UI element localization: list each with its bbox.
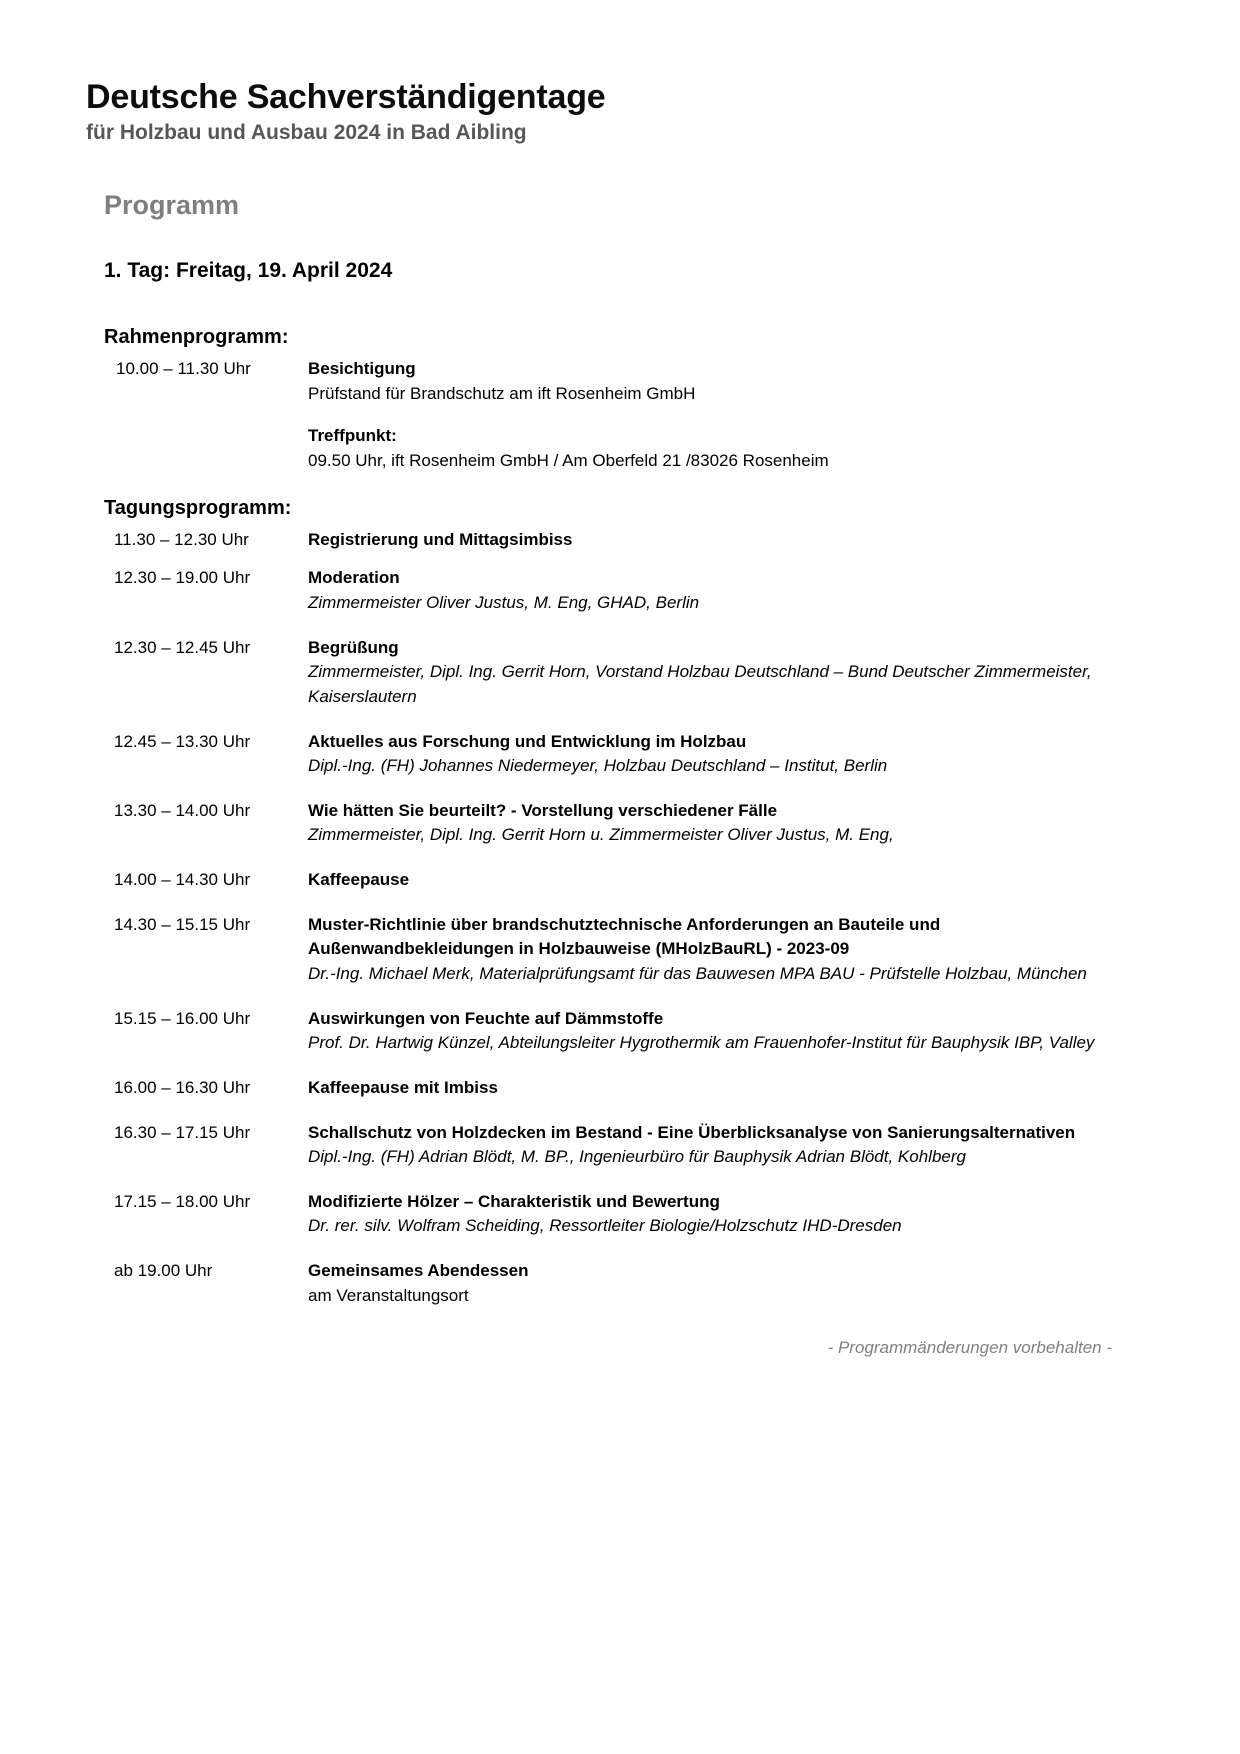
program-row xyxy=(86,913,1122,987)
program-row-time: 15.15 – 16.00 Uhr xyxy=(114,1008,251,1028)
program-row-detail xyxy=(308,799,1122,848)
program-row-detail xyxy=(308,528,1122,553)
program-row-detail xyxy=(308,357,1122,474)
program-row-speaker: Dipl.-Ing. (FH) Adrian Blödt, M. BP., Ingenieurbüro für Bauphysik Adrian Blödt, Kohlberg xyxy=(308,1147,966,1167)
program-row-time: 16.30 – 17.15 Uhr xyxy=(114,1122,251,1142)
program-row-detail xyxy=(308,1121,1122,1170)
program-row-detail xyxy=(308,1259,1122,1308)
program-row-description: Prüfstand für Brandschutz am ift Rosenheim GmbH xyxy=(308,383,696,403)
program-row-time: 13.30 – 14.00 Uhr xyxy=(114,800,251,820)
program-row-title: Begrüßung xyxy=(308,637,399,657)
block-heading-rahmenprogramm: Rahmenprogramm: xyxy=(104,326,289,349)
program-row-title: Gemeinsames Abendessen xyxy=(308,1261,529,1281)
program-row xyxy=(86,799,1122,848)
program-row-title: Schallschutz von Holzdecken im Bestand - Eine Überblicksanalyse von Sanierungsalternativen xyxy=(308,1122,1076,1142)
program-row-speaker: Dr.-Ing. Michael Merk, Materialprüfungsamt für das Bauwesen MPA BAU - Prüfstelle Holzbau, München xyxy=(308,963,1087,983)
program-row-time: 14.00 – 14.30 Uhr xyxy=(114,870,251,890)
program-row-time: 12.30 – 19.00 Uhr xyxy=(114,568,251,588)
program-row xyxy=(86,1190,1122,1239)
program-row xyxy=(86,1076,1122,1101)
program-row-detail xyxy=(308,1007,1122,1056)
program-row-detail xyxy=(308,636,1122,710)
program-row-time: 17.15 – 18.00 Uhr xyxy=(114,1191,251,1211)
day-heading: 1. Tag: Freitag, 19. April 2024 xyxy=(104,258,393,282)
page-title: Deutsche Sachverständigentage xyxy=(86,78,606,116)
frame-program-list xyxy=(86,357,1122,474)
program-row-title: Modifizierte Hölzer – Charakteristik und Bewertung xyxy=(308,1191,720,1211)
program-row-time: 11.30 – 12.30 Uhr xyxy=(114,529,249,549)
program-row-title: Aktuelles aus Forschung und Entwicklung im Holzbau xyxy=(308,731,747,751)
program-row-detail xyxy=(308,730,1122,779)
meeting-point-description: 09.50 Uhr, ift Rosenheim GmbH / Am Oberfeld 21 /83026 Rosenheim xyxy=(308,451,829,471)
program-row-detail xyxy=(308,913,1122,987)
program-row-title: Wie hätten Sie beurteilt? - Vorstellung verschiedener Fälle xyxy=(308,800,778,820)
program-row-detail xyxy=(308,566,1122,615)
program-row-time: 12.45 – 13.30 Uhr xyxy=(114,731,251,751)
section-label-programm: Programm xyxy=(104,190,240,221)
meeting-point-title: Treffpunkt: xyxy=(308,426,397,446)
program-row-detail xyxy=(308,868,1122,893)
program-row-speaker: Prof. Dr. Hartwig Künzel, Abteilungsleiter Hygrothermik am Frauenhofer-Institut für Bauphysik IBP, Valley xyxy=(308,1033,1095,1053)
program-row-title: Kaffeepause mit Imbiss xyxy=(308,1077,498,1097)
program-row xyxy=(86,636,1122,710)
program-row xyxy=(86,357,1122,474)
program-row-time: 16.00 – 16.30 Uhr xyxy=(114,1077,251,1097)
program-row-title: Muster-Richtlinie über brandschutztechnische Anforderungen an Bauteile und Außenwandbekleidungen in Holzbauweise (MHolzBauRL) - 2023-09 xyxy=(308,914,941,959)
program-row-time: 10.00 – 11.30 Uhr xyxy=(116,359,251,379)
program-row xyxy=(86,1007,1122,1056)
program-row-description: am Veranstaltungsort xyxy=(308,1285,469,1305)
program-row-detail xyxy=(308,1190,1122,1239)
program-row-title: Kaffeepause xyxy=(308,870,410,890)
program-row-meeting-point xyxy=(308,424,1122,473)
program-row xyxy=(86,1259,1122,1308)
program-row xyxy=(86,566,1122,615)
program-row-speaker: Dipl.-Ing. (FH) Johannes Niedermeyer, Holzbau Deutschland – Institut, Berlin xyxy=(308,756,888,776)
program-row-title: Auswirkungen von Feuchte auf Dämmstoffe xyxy=(308,1008,664,1028)
program-row-speaker: Dr. rer. silv. Wolfram Scheiding, Ressortleiter Biologie/Holzschutz IHD-Dresden xyxy=(308,1216,902,1236)
program-row-title: Moderation xyxy=(308,568,400,588)
program-row-title: Besichtigung xyxy=(308,359,416,379)
program-row xyxy=(86,1121,1122,1170)
program-row-speaker: Zimmermeister Oliver Justus, M. Eng, GHAD, Berlin xyxy=(308,592,700,612)
program-row xyxy=(86,730,1122,779)
program-row-detail xyxy=(308,1076,1122,1101)
program-row-time: 12.30 – 12.45 Uhr xyxy=(114,637,251,657)
page-subtitle: für Holzbau und Ausbau 2024 in Bad Aibling xyxy=(86,121,527,145)
program-row-time: ab 19.00 Uhr xyxy=(114,1261,213,1281)
program-row-speaker: Zimmermeister, Dipl. Ing. Gerrit Horn u. Zimmermeister Oliver Justus, M. Eng, xyxy=(308,825,894,845)
footer-disclaimer: - Programmänderungen vorbehalten - xyxy=(827,1338,1112,1358)
program-row xyxy=(86,868,1122,893)
block-heading-tagungsprogramm: Tagungsprogramm: xyxy=(104,496,292,519)
program-row-speaker: Zimmermeister, Dipl. Ing. Gerrit Horn, Vorstand Holzbau Deutschland – Bund Deutscher Zimmermeister, Kaiserslautern xyxy=(308,662,1092,706)
conference-program-list xyxy=(86,528,1122,1309)
program-row-title: Registrierung und Mittagsimbiss xyxy=(308,529,573,549)
program-row xyxy=(86,528,1122,553)
program-row-time: 14.30 – 15.15 Uhr xyxy=(114,914,251,934)
